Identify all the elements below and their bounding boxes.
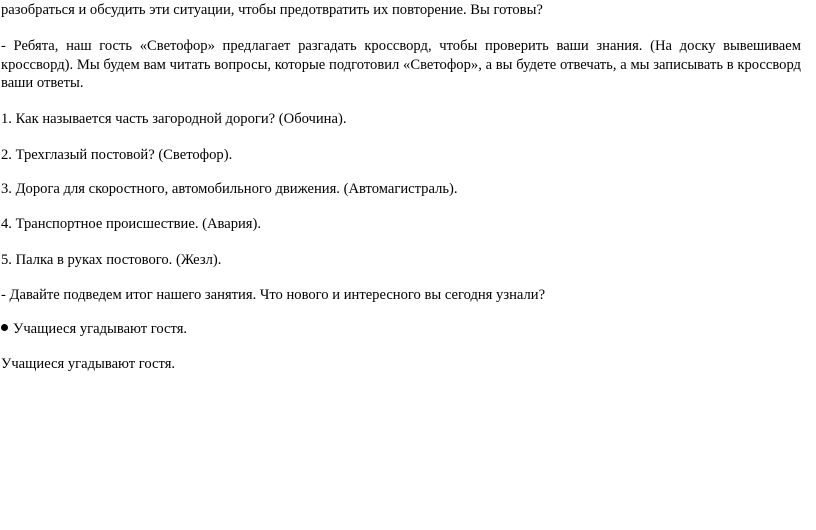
question-3: 3. Дорога для скоростного, автомобильного движения. (Автомагистраль). xyxy=(1,181,458,197)
question-1: 1. Как называется часть загородной дороги? (Обочина). xyxy=(1,111,347,127)
intro-tail-text: разобраться и обсудить эти ситуации, чтобы предотвратить их повторение. Вы готовы? xyxy=(1,2,543,18)
question-5: 5. Палка в руках постового. (Жезл). xyxy=(1,252,222,268)
closing-text: Учащиеся угадывают гостя. xyxy=(1,356,176,372)
summary-question: - Давайте подведем итог нашего занятия. Что нового и интересного вы сегодня узнали? xyxy=(1,287,546,303)
question-4: 4. Транспортное происшествие. (Авария). xyxy=(1,216,262,232)
guest-paragraph: - Ребята, наш гость «Светофор» предлагает разгадать кроссворд, чтобы проверить ваши знания. (На доску вывешиваем кроссворд). Мы будем вам читать вопросы, которые подготовил «Светофор», а вы будете отвечать, а мы записывать в кроссворд ваши ответы. xyxy=(1,38,801,91)
bullet-list-item xyxy=(1,320,187,338)
bullet-item-text: Учащиеся угадывают гостя. xyxy=(13,321,188,337)
bullet-icon xyxy=(1,324,8,331)
question-2: 2. Трехглазый постовой? (Светофор). xyxy=(1,147,233,163)
